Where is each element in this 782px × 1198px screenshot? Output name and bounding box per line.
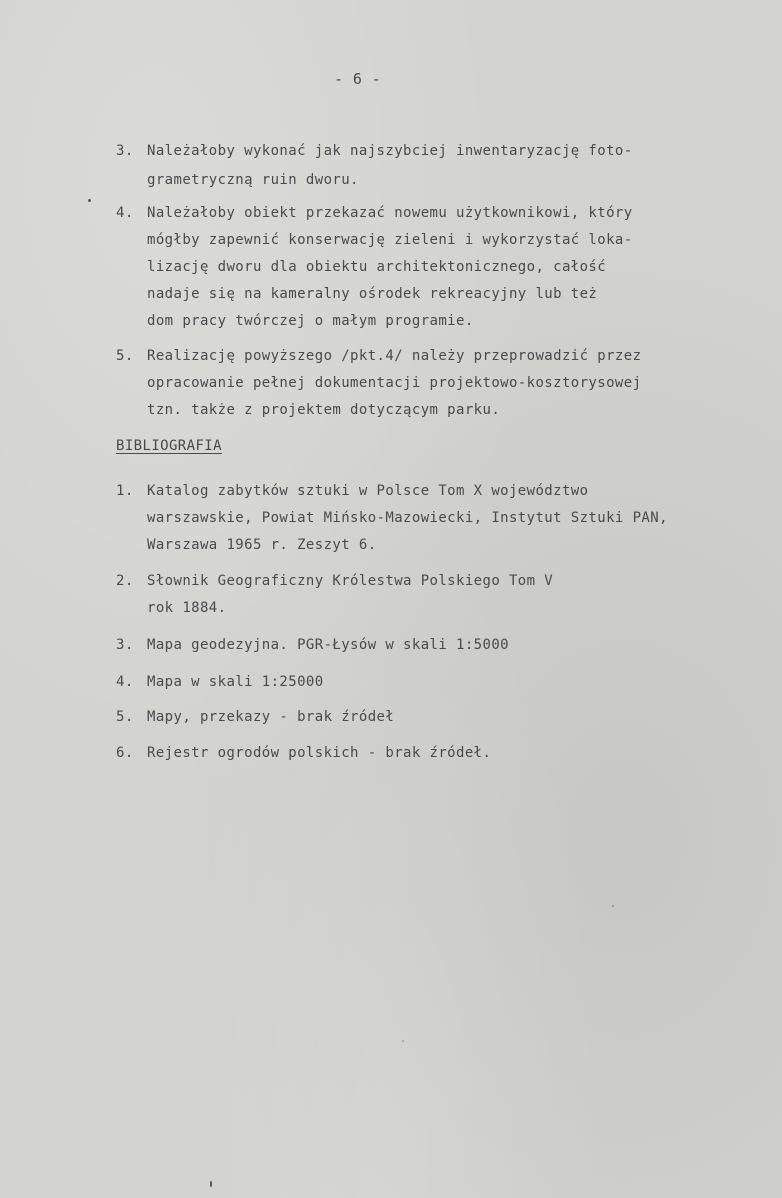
item-text-line: rok 1884. (147, 600, 227, 616)
item-number: 3. (116, 143, 134, 159)
item-text-line: Rejestr ogrodów polskich - brak źródeł. (147, 745, 492, 761)
item-text-line: lizację dworu dla obiektu architektonicznego, całość (147, 259, 607, 275)
item-text-line: tzn. także z projektem dotyczącym parku. (147, 402, 501, 418)
paper-speck (88, 199, 91, 202)
item-text-line: warszawskie, Powiat Mińsko-Mazowiecki, Instytut Sztuki PAN, (147, 510, 668, 526)
paper-speck (612, 905, 614, 907)
item-number: 5. (116, 709, 134, 725)
item-text-line: opracowanie pełnej dokumentacji projektowo-kosztorysowej (147, 375, 642, 391)
item-number: 3. (116, 637, 134, 653)
item-text-line: Realizację powyższego /pkt.4/ należy przeprowadzić przez (147, 348, 642, 364)
page-number: - 6 - (334, 70, 382, 88)
paper-speck (210, 1181, 212, 1187)
item-text-line: Słownik Geograficzny Królestwa Polskiego Tom V (147, 573, 554, 589)
item-text-line: grametryczną ruin dworu. (147, 172, 359, 188)
item-number: 6. (116, 745, 134, 761)
item-text-line: Należałoby wykonać jak najszybciej inwentaryzację foto- (147, 143, 633, 159)
item-text-line: Mapa geodezyjna. PGR-Łysów w skali 1:5000 (147, 637, 509, 653)
paper-speck (402, 1040, 404, 1042)
item-text-line: Mapa w skali 1:25000 (147, 674, 324, 690)
item-text-line: nadaje się na kameralny ośrodek rekreacyjny lub też (147, 286, 598, 302)
item-text-line: dom pracy twórczej o małym programie. (147, 313, 474, 329)
item-number: 2. (116, 573, 134, 589)
item-text-line: mógłby zapewnić konserwację zieleni i wykorzystać loka- (147, 232, 633, 248)
bibliography-heading: BIBLIOGRAFIA (116, 438, 222, 454)
item-text-line: Warszawa 1965 r. Zeszyt 6. (147, 537, 377, 553)
item-number: 4. (116, 205, 134, 221)
item-number: 5. (116, 348, 134, 364)
item-text-line: Należałoby obiekt przekazać nowemu użytkownikowi, który (147, 205, 633, 221)
item-number: 1. (116, 483, 134, 499)
item-number: 4. (116, 674, 134, 690)
item-text-line: Mapy, przekazy - brak źródeł (147, 709, 395, 725)
item-text-line: Katalog zabytków sztuki w Polsce Tom X województwo (147, 483, 589, 499)
